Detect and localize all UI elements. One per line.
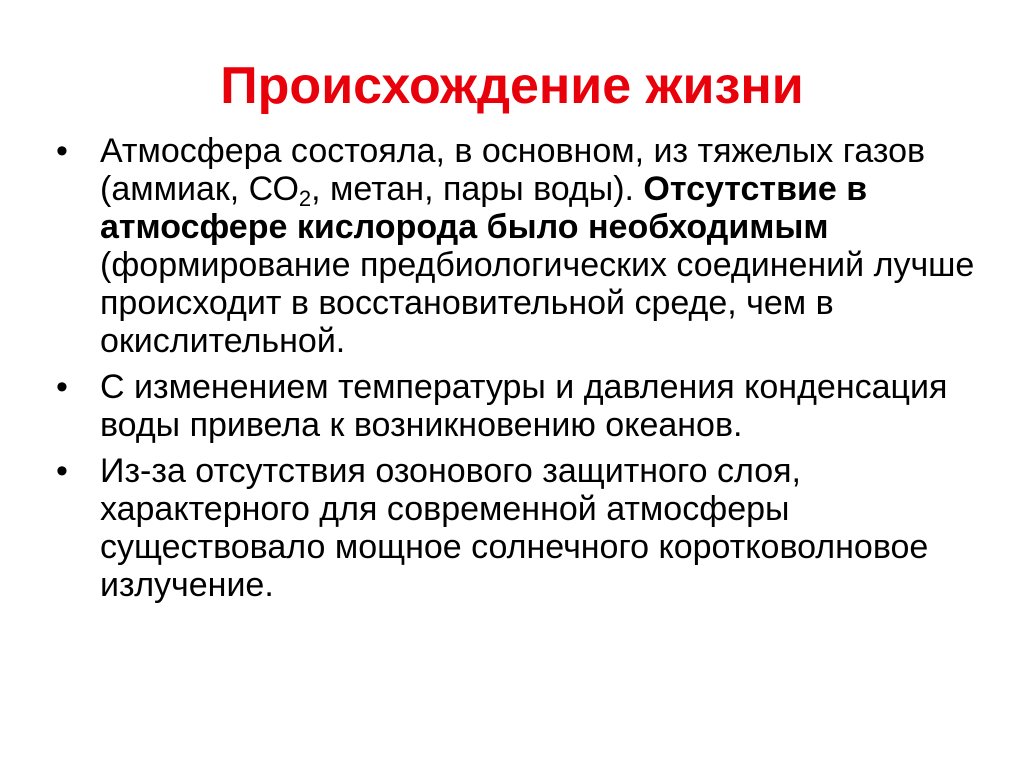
bullet-text: Из-за отсутствия озонового защитного слоя, характерного для современной атмосферы существовало мощное солнечного коротковолновое излучение. [100,452,929,604]
bullet-item-atmosphere [56,132,976,360]
bullet-text: С изменением температуры и давления конденсация воды привела к возникновению океанов. [100,368,948,444]
bullet-marker: • [56,132,68,170]
bold-statement: Отсутствие в атмосфере кислорода было необходимым [100,170,868,246]
bullet-marker: • [56,452,68,490]
bullet-list [56,132,976,612]
bullet-text-part: (формирование предбиологических соединений лучше происходит в восстановительной среде, чем в окислительной. [100,246,975,360]
bullet-text-part: , метан, пары воды). [311,170,644,208]
slide-title: Происхождение жизни [220,57,804,115]
bullet-marker: • [56,368,68,406]
subscript-two: 2 [298,186,312,211]
bullet-text-part: Атмосфера состояла, в основном, из тяжелых газов (аммиак, СО [100,132,926,208]
bullet-item-oceans [56,368,976,444]
bullet-item-radiation [56,452,976,604]
